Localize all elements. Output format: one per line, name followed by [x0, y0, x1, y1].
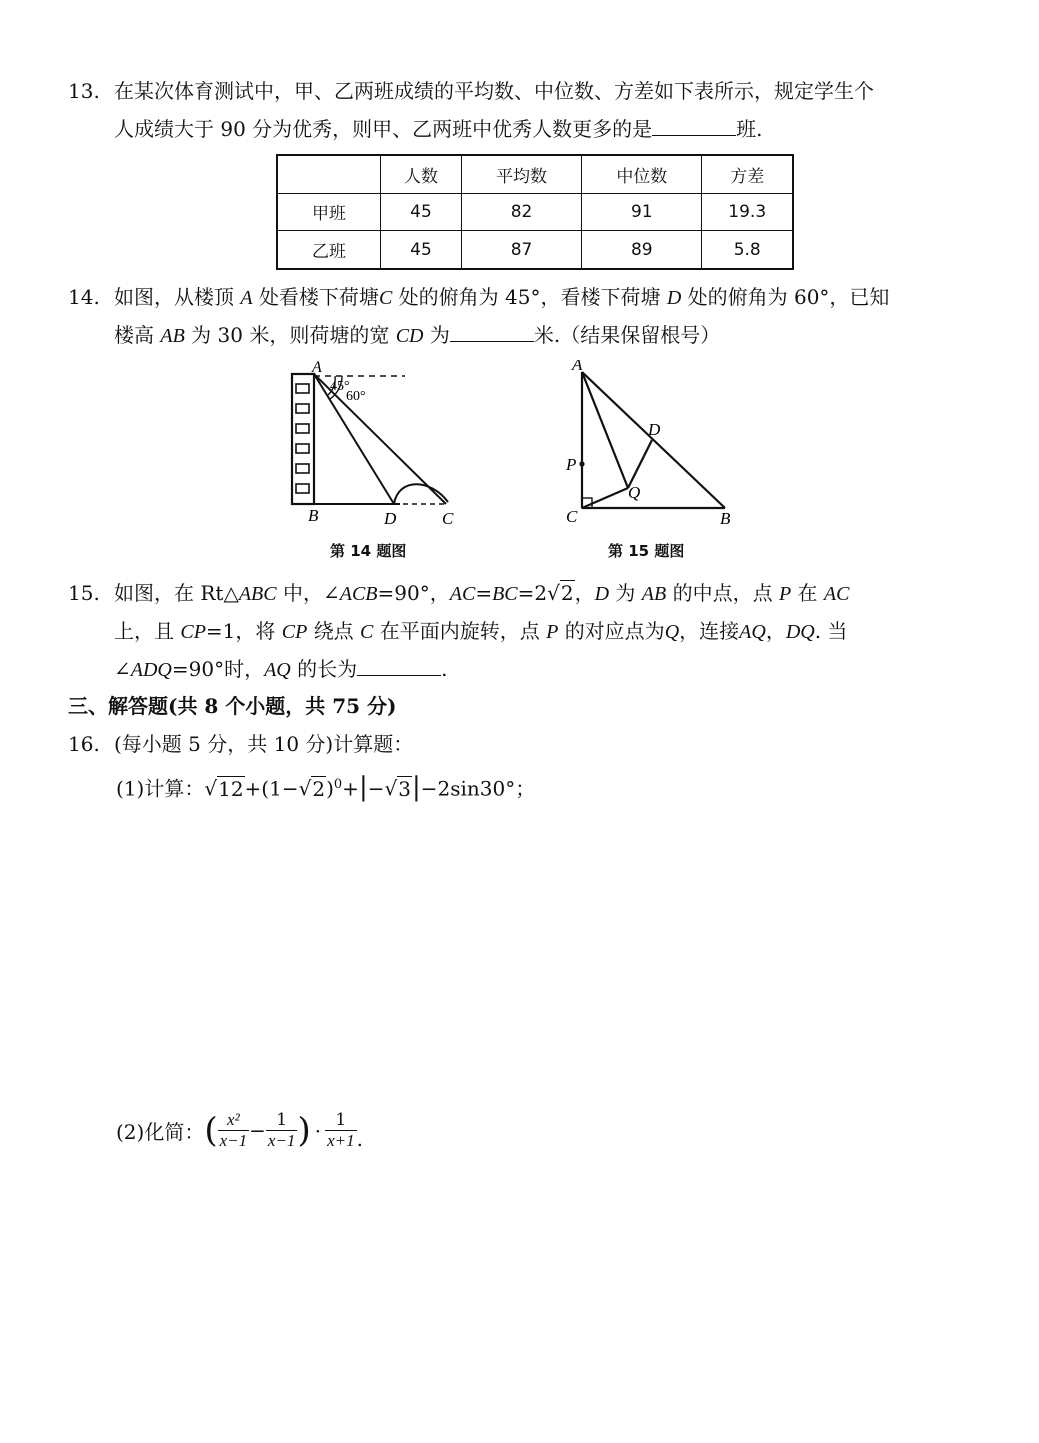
q13-stats-table: [276, 154, 794, 270]
text: 在: [797, 581, 818, 605]
label-q: Q: [628, 483, 641, 502]
text: =90°，: [377, 581, 450, 605]
var: C: [360, 621, 374, 643]
table-header-cell: 人数: [381, 155, 462, 193]
building-windows: [296, 384, 309, 493]
abs-bar: |: [411, 772, 421, 803]
text: 的对应点为: [564, 619, 665, 643]
text: 处的俯角为 60°，已知: [687, 285, 890, 309]
table-header-cell: [277, 155, 381, 193]
q16-number: 16.: [68, 732, 100, 756]
label-b: B: [308, 506, 319, 525]
table-cell: 45: [381, 231, 462, 269]
figure-14: [280, 360, 480, 530]
text: =2: [517, 581, 548, 605]
fraction-1: [218, 1110, 250, 1151]
var: P: [546, 621, 559, 643]
figure-14-caption: 第 14 题图: [330, 542, 407, 560]
radicand: 2: [312, 776, 326, 801]
var: A: [240, 287, 253, 309]
var: AB: [641, 583, 667, 605]
text: 楼高: [114, 323, 154, 347]
table-cell: 19.3: [702, 193, 793, 231]
label-d: D: [648, 420, 661, 439]
part-label: (2)化简：: [116, 1120, 205, 1144]
var: AQ: [739, 621, 766, 643]
q16-part1: (1)计算：$√12+(1-√2)^0+|-√3|-2\sin 30^\circ$；: [116, 772, 536, 803]
table-cell: 87: [461, 231, 581, 269]
text: =1，将: [205, 619, 276, 643]
q13-line2-end: 班.: [736, 117, 763, 141]
var: CD: [395, 325, 424, 347]
table-cell: 乙班: [277, 231, 381, 269]
q14-number: 14.: [68, 285, 100, 309]
text: +(1−: [244, 776, 299, 801]
table-header-row: [277, 155, 793, 193]
text: ，: [765, 619, 786, 643]
var: D: [666, 287, 682, 309]
table-cell: 89: [582, 231, 702, 269]
q13-answer-blank[interactable]: [652, 113, 736, 136]
text: 绕点: [313, 619, 354, 643]
label-d: D: [384, 509, 397, 528]
table-cell: 82: [461, 193, 581, 231]
label-p: P: [566, 455, 577, 474]
q16-part2: [116, 1110, 363, 1151]
paren: ): [297, 1110, 311, 1151]
side-ab: [582, 372, 725, 508]
text: −: [367, 776, 385, 801]
text: 的长为: [297, 657, 358, 681]
q16-intro: (每小题 5 分，共 10 分)计算题：: [114, 732, 414, 756]
table-header-cell: 平均数: [461, 155, 581, 193]
radicand: 12: [218, 776, 244, 801]
section-3-title: 三、解答题(共 8 个小题，共 75 分): [68, 694, 397, 718]
text: ·: [314, 1118, 322, 1143]
table-cell: 91: [582, 193, 702, 231]
text: =: [475, 581, 493, 605]
text: −2sin30°；: [420, 776, 536, 801]
table-header-cell: 方差: [702, 155, 793, 193]
q15-number: 15.: [68, 581, 100, 605]
q13-number: 13.: [68, 79, 100, 103]
label-a: A: [572, 360, 583, 374]
q15-line2: [114, 614, 847, 649]
text: =90°时，: [171, 657, 265, 681]
angle-60-label: 60°: [346, 389, 366, 404]
numerator: 1: [325, 1110, 357, 1131]
text: 处看楼下荷塘: [258, 285, 379, 309]
var: AC: [823, 583, 850, 605]
table-cell: 甲班: [277, 193, 381, 231]
var: BC: [492, 583, 518, 605]
denominator: x+1: [327, 1131, 355, 1150]
var: DQ: [785, 621, 815, 643]
denominator: x−1: [267, 1131, 296, 1150]
var: D: [594, 583, 610, 605]
var: ABC: [238, 583, 277, 605]
q15-answer-blank[interactable]: [357, 653, 441, 676]
var: CP: [180, 621, 206, 643]
fraction-3: [325, 1110, 357, 1151]
q13-line2-text: 人成绩大于 90 分为优秀，则甲、乙两班中优秀人数更多的是: [114, 117, 653, 141]
text: 的中点，点: [672, 581, 773, 605]
label-c: C: [566, 507, 578, 526]
q15-line3: [114, 652, 447, 687]
q15-line1: 如图，在 Rt△ABC 中，∠ACB=90°，AC=BC=2√2，D 为 AB 的中点，点 P 在 AC: [114, 581, 850, 605]
text: 如图，从楼顶: [114, 285, 234, 309]
var: P: [778, 583, 792, 605]
denominator: x−1: [219, 1131, 248, 1150]
radicand: 2: [560, 581, 574, 605]
var: ADQ: [130, 659, 172, 681]
text: 在平面内旋转，点: [379, 619, 540, 643]
text: +: [342, 776, 359, 801]
q13-line2: [114, 112, 763, 146]
abs-bar: |: [358, 772, 368, 803]
text: 为: [429, 323, 450, 347]
table-row: [277, 193, 793, 231]
table-header-cell: 中位数: [582, 155, 702, 193]
text: ): [326, 776, 334, 801]
figure-15: [560, 360, 750, 530]
exponent: 0: [333, 777, 343, 792]
label-b: B: [720, 509, 731, 528]
radicand: 3: [398, 776, 411, 801]
var: CP: [281, 621, 308, 643]
var: Q: [664, 621, 680, 643]
numerator: x²: [218, 1110, 250, 1131]
var: C: [378, 287, 393, 309]
text: .: [356, 1127, 363, 1151]
text: . 当: [814, 619, 848, 643]
label-c: C: [442, 509, 454, 528]
label-a: A: [312, 360, 322, 376]
paren: (: [204, 1110, 218, 1151]
numerator: 1: [266, 1110, 298, 1131]
q13-line1: 在某次体育测试中，甲、乙两班成绩的平均数、中位数、方差如下表所示，规定学生个: [114, 79, 874, 103]
text: ，: [574, 581, 595, 605]
text: ∠: [114, 657, 131, 681]
text: ，连接: [679, 619, 740, 643]
point-p: [579, 461, 584, 466]
table-cell: 45: [381, 193, 462, 231]
text: .: [441, 657, 448, 681]
var: AC: [449, 583, 476, 605]
text: 为 30 米，则荷塘的宽: [191, 323, 390, 347]
var: AB: [160, 325, 185, 347]
q14-line1: [114, 280, 889, 315]
text: 米.（结果保留根号）: [533, 323, 721, 347]
text: 如图，在 Rt△: [114, 581, 239, 605]
segment-dq: [628, 440, 652, 488]
text: 为: [615, 581, 636, 605]
text: 中，∠: [282, 581, 340, 605]
var: AQ: [264, 659, 291, 681]
pond-shape: [394, 484, 448, 504]
q14-line2: [114, 318, 720, 353]
table-cell: 5.8: [702, 231, 793, 269]
text: 处的俯角为 45°，看楼下荷塘: [398, 285, 661, 309]
part-label: (1)计算：: [116, 776, 205, 801]
fraction-2: [266, 1110, 298, 1151]
table-row: [277, 231, 793, 269]
figure-15-caption: 第 15 题图: [608, 542, 685, 560]
q14-answer-blank[interactable]: [450, 319, 534, 342]
angle-45-label: 45°: [330, 379, 350, 394]
segment-aq: [582, 372, 628, 488]
text: −: [249, 1118, 266, 1143]
var: ACB: [339, 583, 378, 605]
text: 上，且: [114, 619, 174, 643]
